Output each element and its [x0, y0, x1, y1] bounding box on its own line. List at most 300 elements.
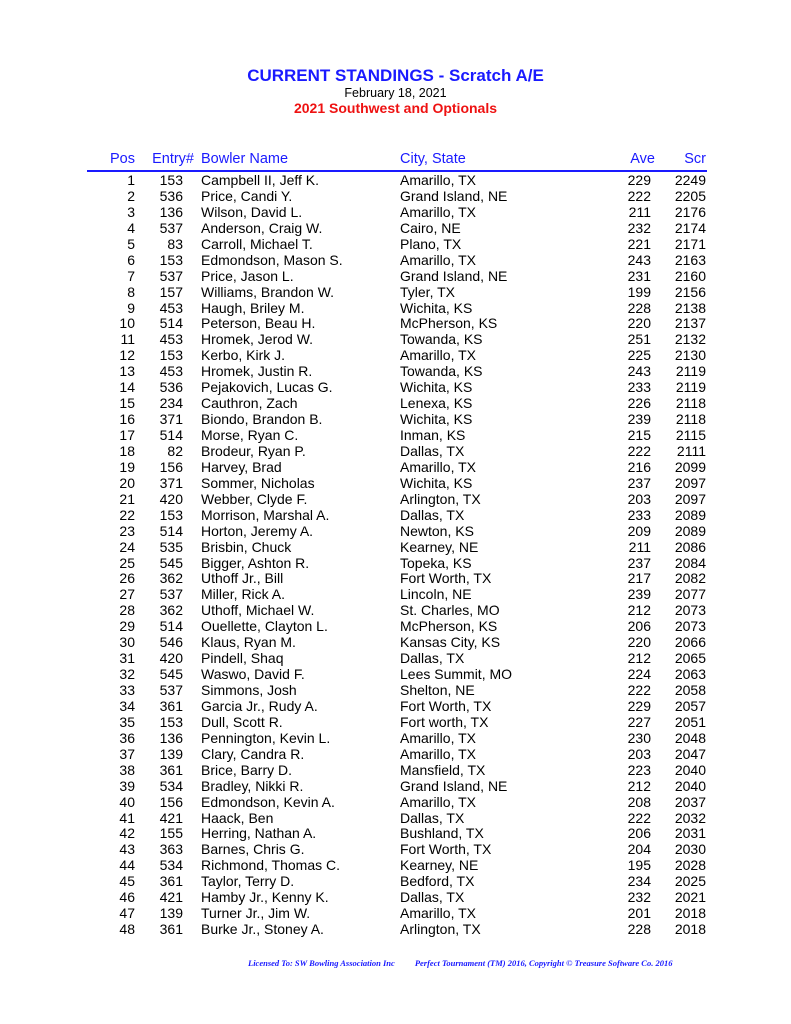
cell-city: Amarillo, TX: [400, 729, 476, 746]
cell-entry: 535: [159, 538, 183, 555]
cell-scr: 2030: [674, 841, 706, 858]
cell-name: Herring, Nathan A.: [201, 825, 317, 842]
cell-entry: 157: [159, 283, 183, 300]
table-row: [0, 858, 791, 874]
cell-ave: 199: [627, 283, 651, 300]
cell-name: Garcia Jr., Rudy A.: [201, 697, 318, 714]
cell-ave: 239: [627, 586, 651, 603]
cell-scr: 2174: [674, 219, 706, 236]
table-row: [0, 253, 791, 269]
cell-ave: 229: [627, 172, 651, 188]
cell-city: Arlington, TX: [400, 490, 481, 507]
cell-name: Edmondson, Mason S.: [201, 251, 343, 268]
table-row: [0, 428, 791, 444]
cell-ave: 228: [627, 299, 651, 316]
cell-scr: 2171: [674, 235, 706, 252]
cell-scr: 2021: [674, 889, 706, 906]
cell-entry: 514: [159, 618, 183, 635]
cell-city: Kearney, NE: [400, 857, 479, 874]
cell-pos: 30: [119, 634, 135, 651]
cell-city: Cairo, NE: [400, 219, 461, 236]
cell-entry: 136: [159, 729, 183, 746]
table-row: [0, 301, 791, 317]
cell-name: Price, Candi Y.: [201, 187, 293, 204]
cell-city: Amarillo, TX: [400, 203, 476, 220]
header-entry: Entry#: [152, 151, 194, 167]
cell-ave: 195: [627, 857, 651, 874]
cell-entry: 421: [159, 889, 183, 906]
cell-entry: 537: [159, 267, 183, 284]
cell-pos: 26: [119, 570, 135, 587]
cell-pos: 33: [119, 682, 135, 698]
cell-city: Dallas, TX: [400, 506, 465, 523]
cell-city: McPherson, KS: [400, 618, 498, 635]
cell-city: Kansas City, KS: [400, 634, 501, 651]
cell-scr: 2057: [674, 697, 706, 714]
cell-pos: 2: [127, 187, 135, 204]
cell-entry: 139: [159, 905, 183, 922]
cell-name: Ouellette, Clayton L.: [201, 618, 328, 635]
cell-name: Peterson, Beau H.: [201, 315, 316, 332]
cell-name: Simmons, Josh: [201, 682, 297, 698]
table-row: [0, 476, 791, 492]
cell-name: Haugh, Briley M.: [201, 299, 305, 316]
table-row: [0, 460, 791, 476]
table-row: [0, 173, 791, 189]
cell-scr: 2018: [674, 905, 706, 922]
cell-scr: 2031: [674, 825, 706, 842]
cell-city: Dallas, TX: [400, 889, 465, 906]
cell-pos: 19: [119, 458, 135, 475]
cell-city: Dallas, TX: [400, 809, 465, 826]
cell-name: Hamby Jr., Kenny K.: [201, 889, 329, 906]
cell-entry: 362: [159, 570, 183, 587]
cell-city: Grand Island, NE: [400, 777, 508, 794]
cell-city: Plano, TX: [400, 235, 462, 252]
cell-city: McPherson, KS: [400, 315, 498, 332]
table-row: [0, 285, 791, 301]
cell-scr: 2018: [674, 921, 706, 938]
table-row: [0, 205, 791, 221]
cell-name: Bigger, Ashton R.: [201, 554, 310, 571]
cell-pos: 29: [119, 618, 135, 635]
cell-name: Haack, Ben: [201, 809, 274, 826]
header-ave: Ave: [630, 151, 655, 167]
cell-entry: 156: [159, 458, 183, 475]
cell-ave: 215: [627, 427, 651, 443]
cell-entry: 420: [159, 490, 183, 507]
cell-scr: 2066: [674, 634, 706, 651]
cell-pos: 20: [119, 474, 135, 491]
cell-entry: 421: [159, 809, 183, 826]
footer: [248, 958, 672, 968]
cell-entry: 537: [159, 682, 183, 698]
cell-entry: 362: [159, 602, 183, 619]
table-row: [0, 667, 791, 683]
cell-ave: 220: [627, 634, 651, 651]
cell-ave: 212: [627, 650, 651, 667]
table-row: [0, 699, 791, 715]
cell-entry: 363: [159, 841, 183, 858]
cell-scr: 2089: [674, 522, 706, 539]
cell-name: Uthoff, Michael W.: [201, 602, 315, 619]
cell-pos: 24: [119, 538, 135, 555]
standings-table: [0, 173, 791, 938]
cell-city: Amarillo, TX: [400, 458, 476, 475]
cell-city: Amarillo, TX: [400, 745, 476, 762]
cell-entry: 361: [159, 921, 183, 938]
table-row: [0, 763, 791, 779]
cell-city: Wichita, KS: [400, 379, 473, 396]
cell-city: Wichita, KS: [400, 474, 473, 491]
cell-name: Harvey, Brad: [201, 458, 282, 475]
cell-name: Turner Jr., Jim W.: [201, 905, 311, 922]
table-row: [0, 316, 791, 332]
cell-city: Newton, KS: [400, 522, 474, 539]
cell-entry: 371: [159, 474, 183, 491]
table-row: [0, 619, 791, 635]
cell-entry: 153: [159, 251, 183, 268]
cell-scr: 2115: [675, 427, 706, 443]
cell-city: Lenexa, KS: [400, 395, 473, 412]
cell-ave: 229: [627, 697, 651, 714]
cell-scr: 2065: [674, 650, 706, 667]
cell-ave: 222: [627, 682, 651, 698]
table-row: [0, 635, 791, 651]
table-row: [0, 795, 791, 811]
cell-ave: 232: [627, 219, 651, 236]
cell-name: Webber, Clyde F.: [201, 490, 308, 507]
cell-pos: 42: [119, 825, 135, 842]
table-row: [0, 603, 791, 619]
cell-city: St. Charles, MO: [400, 602, 500, 619]
cell-scr: 2111: [676, 442, 706, 459]
cell-ave: 216: [627, 458, 651, 475]
cell-name: Klaus, Ryan M.: [201, 634, 296, 651]
cell-entry: 153: [159, 172, 183, 188]
cell-entry: 82: [167, 442, 183, 459]
cell-pos: 16: [119, 411, 135, 428]
cell-pos: 45: [119, 873, 135, 890]
cell-ave: 237: [627, 554, 651, 571]
cell-name: Wilson, David L.: [201, 203, 303, 220]
cell-scr: 2119: [675, 363, 706, 380]
cell-scr: 2118: [675, 411, 706, 428]
table-row: [0, 906, 791, 922]
table-row: [0, 221, 791, 237]
table-row: [0, 811, 791, 827]
table-row: [0, 380, 791, 396]
cell-entry: 453: [159, 299, 183, 316]
cell-ave: 220: [627, 315, 651, 332]
cell-ave: 222: [627, 809, 651, 826]
cell-scr: 2084: [674, 554, 706, 571]
cell-ave: 228: [627, 921, 651, 938]
table-row: [0, 731, 791, 747]
table-row: [0, 890, 791, 906]
cell-scr: 2205: [674, 187, 706, 204]
table-row: [0, 842, 791, 858]
cell-pos: 25: [119, 554, 135, 571]
cell-city: Inman, KS: [400, 427, 466, 443]
table-row: [0, 587, 791, 603]
cell-ave: 212: [627, 777, 651, 794]
cell-entry: 420: [159, 650, 183, 667]
footer-copyright: Perfect Tournament (TM) 2016, Copyright © Treasure Software Co. 2016: [414, 958, 673, 968]
cell-scr: 2097: [674, 490, 706, 507]
cell-entry: 453: [159, 331, 183, 348]
cell-city: Fort Worth, TX: [400, 570, 492, 587]
cell-entry: 156: [159, 793, 183, 810]
cell-scr: 2099: [674, 458, 706, 475]
cell-name: Morrison, Marshal A.: [201, 506, 330, 523]
cell-scr: 2119: [675, 379, 706, 396]
table-row: [0, 412, 791, 428]
cell-ave: 231: [627, 267, 651, 284]
header-name: Bowler Name: [201, 151, 289, 167]
cell-pos: 37: [119, 745, 135, 762]
table-row: [0, 189, 791, 205]
cell-city: Wichita, KS: [400, 411, 473, 428]
cell-name: Waswo, David F.: [201, 666, 305, 683]
cell-entry: 546: [159, 634, 183, 651]
cell-name: Kerbo, Kirk J.: [201, 347, 286, 364]
cell-ave: 239: [627, 411, 651, 428]
cell-ave: 251: [627, 331, 651, 348]
table-row: [0, 237, 791, 253]
cell-name: Richmond, Thomas C.: [201, 857, 341, 874]
cell-entry: 545: [159, 554, 183, 571]
cell-entry: 514: [159, 427, 183, 443]
cell-pos: 18: [119, 442, 135, 459]
cell-city: Towanda, KS: [400, 331, 483, 348]
cell-ave: 204: [627, 841, 651, 858]
table-row: [0, 364, 791, 380]
table-row: [0, 444, 791, 460]
cell-scr: 2138: [674, 299, 706, 316]
cell-scr: 2176: [674, 203, 706, 220]
cell-entry: 537: [159, 586, 183, 603]
cell-entry: 537: [159, 219, 183, 236]
cell-ave: 203: [627, 490, 651, 507]
table-row: [0, 332, 791, 348]
cell-pos: 15: [119, 395, 135, 412]
table-row: [0, 715, 791, 731]
cell-ave: 209: [627, 522, 651, 539]
event-subtitle: 2021 Southwest and Optionals: [293, 100, 498, 116]
cell-city: Kearney, NE: [400, 538, 479, 555]
cell-pos: 38: [119, 761, 135, 778]
cell-pos: 11: [120, 331, 135, 348]
cell-ave: 208: [627, 793, 651, 810]
cell-ave: 223: [627, 761, 651, 778]
cell-entry: 361: [159, 761, 183, 778]
cell-city: Tyler, TX: [400, 283, 455, 300]
cell-ave: 230: [627, 729, 651, 746]
cell-name: Brisbin, Chuck: [201, 538, 292, 555]
cell-name: Hromek, Justin R.: [201, 363, 313, 380]
cell-pos: 35: [119, 713, 135, 730]
cell-scr: 2130: [674, 347, 706, 364]
cell-entry: 155: [159, 825, 183, 842]
cell-ave: 217: [627, 570, 651, 587]
cell-entry: 136: [159, 203, 183, 220]
cell-entry: 153: [159, 506, 183, 523]
cell-city: Arlington, TX: [400, 921, 481, 938]
cell-scr: 2156: [674, 283, 706, 300]
cell-scr: 2118: [675, 395, 706, 412]
cell-pos: 13: [119, 363, 135, 380]
cell-ave: 206: [627, 618, 651, 635]
cell-entry: 453: [159, 363, 183, 380]
cell-city: Dallas, TX: [400, 442, 465, 459]
cell-ave: 224: [627, 666, 651, 683]
page-title: CURRENT STANDINGS - Scratch A/E: [247, 66, 544, 85]
cell-scr: 2058: [674, 682, 706, 698]
cell-city: Fort worth, TX: [400, 713, 489, 730]
report-date: February 18, 2021: [344, 86, 447, 100]
cell-scr: 2040: [674, 777, 706, 794]
cell-name: Hromek, Jerod W.: [201, 331, 314, 348]
cell-entry: 514: [159, 522, 183, 539]
cell-ave: 232: [627, 889, 651, 906]
cell-name: Bradley, Nikki R.: [201, 777, 304, 794]
table-row: [0, 508, 791, 524]
cell-scr: 2097: [674, 474, 706, 491]
cell-ave: 234: [627, 873, 651, 890]
cell-city: Lees Summit, MO: [400, 666, 513, 683]
cell-name: Morse, Ryan C.: [201, 427, 299, 443]
cell-name: Miller, Rick A.: [201, 586, 286, 603]
cell-name: Uthoff Jr., Bill: [201, 570, 284, 587]
cell-scr: 2028: [674, 857, 706, 874]
cell-pos: 43: [119, 841, 135, 858]
cell-scr: 2160: [674, 267, 706, 284]
cell-name: Horton, Jeremy A.: [201, 522, 314, 539]
cell-entry: 536: [159, 187, 183, 204]
cell-pos: 41: [119, 809, 135, 826]
cell-ave: 222: [627, 187, 651, 204]
cell-scr: 2051: [674, 713, 706, 730]
cell-name: Pennington, Kevin L.: [201, 729, 331, 746]
cell-entry: 139: [159, 745, 183, 762]
cell-pos: 40: [119, 793, 135, 810]
cell-pos: 10: [119, 315, 135, 332]
cell-pos: 47: [119, 905, 135, 922]
table-row: [0, 492, 791, 508]
cell-pos: 28: [119, 602, 135, 619]
cell-city: Grand Island, NE: [400, 267, 508, 284]
cell-entry: 361: [159, 697, 183, 714]
cell-scr: 2163: [674, 251, 706, 268]
cell-ave: 221: [627, 235, 651, 252]
cell-name: Biondo, Brandon B.: [201, 411, 323, 428]
footer-license: Licensed To: SW Bowling Association Inc: [248, 958, 395, 968]
cell-scr: 2032: [674, 809, 706, 826]
cell-name: Clary, Candra R.: [201, 745, 305, 762]
cell-city: Topeka, KS: [400, 554, 472, 571]
cell-city: Amarillo, TX: [400, 905, 476, 922]
cell-scr: 2073: [674, 618, 706, 635]
cell-name: Dull, Scott R.: [201, 713, 283, 730]
cell-scr: 2086: [674, 538, 706, 555]
cell-pos: 23: [119, 522, 135, 539]
cell-ave: 226: [627, 395, 651, 412]
cell-pos: 6: [127, 251, 135, 268]
cell-city: Amarillo, TX: [400, 793, 476, 810]
cell-city: Fort Worth, TX: [400, 841, 492, 858]
cell-entry: 514: [159, 315, 183, 332]
table-row: [0, 874, 791, 890]
cell-scr: 2137: [674, 315, 706, 332]
cell-pos: 9: [127, 299, 135, 316]
cell-ave: 225: [627, 347, 651, 364]
cell-pos: 7: [127, 267, 135, 284]
cell-pos: 1: [127, 172, 135, 188]
cell-name: Taylor, Terry D.: [201, 873, 295, 890]
cell-entry: 534: [159, 857, 183, 874]
cell-ave: 233: [627, 506, 651, 523]
cell-city: Towanda, KS: [400, 363, 483, 380]
cell-scr: 2037: [674, 793, 706, 810]
cell-name: Pindell, Shaq: [201, 650, 284, 667]
cell-name: Edmondson, Kevin A.: [201, 793, 335, 810]
table-row: [0, 747, 791, 763]
cell-city: Mansfield, TX: [400, 761, 486, 778]
cell-ave: 243: [627, 363, 651, 380]
cell-name: Carroll, Michael T.: [201, 235, 313, 252]
cell-pos: 27: [119, 586, 135, 603]
table-row: [0, 683, 791, 699]
cell-entry: 534: [159, 777, 183, 794]
cell-pos: 17: [119, 427, 135, 443]
header-scr: Scr: [684, 151, 706, 167]
cell-pos: 48: [119, 921, 135, 938]
cell-ave: 243: [627, 251, 651, 268]
cell-city: Amarillo, TX: [400, 347, 476, 364]
cell-scr: 2048: [674, 729, 706, 746]
cell-entry: 153: [159, 713, 183, 730]
cell-ave: 212: [627, 602, 651, 619]
cell-name: Pejakovich, Lucas G.: [201, 379, 333, 396]
cell-scr: 2132: [674, 331, 706, 348]
cell-city: Grand Island, NE: [400, 187, 508, 204]
cell-city: Fort Worth, TX: [400, 697, 492, 714]
cell-scr: 2077: [674, 586, 706, 603]
table-row: [0, 826, 791, 842]
cell-city: Bedford, TX: [400, 873, 475, 890]
cell-ave: 222: [627, 442, 651, 459]
cell-ave: 237: [627, 474, 651, 491]
cell-pos: 3: [127, 203, 135, 220]
cell-entry: 536: [159, 379, 183, 396]
header-pos: Pos: [110, 151, 135, 167]
cell-pos: 44: [119, 857, 135, 874]
cell-scr: 2089: [674, 506, 706, 523]
cell-city: Amarillo, TX: [400, 172, 476, 188]
table-row: [0, 269, 791, 285]
table-row: [0, 651, 791, 667]
cell-name: Williams, Brandon W.: [201, 283, 335, 300]
cell-city: Lincoln, NE: [400, 586, 472, 603]
table-row: [0, 348, 791, 364]
table-row: [0, 540, 791, 556]
cell-scr: 2063: [674, 666, 706, 683]
cell-scr: 2073: [674, 602, 706, 619]
cell-scr: 2025: [674, 873, 706, 890]
cell-name: Barnes, Chris G.: [201, 841, 305, 858]
cell-pos: 14: [119, 379, 135, 396]
